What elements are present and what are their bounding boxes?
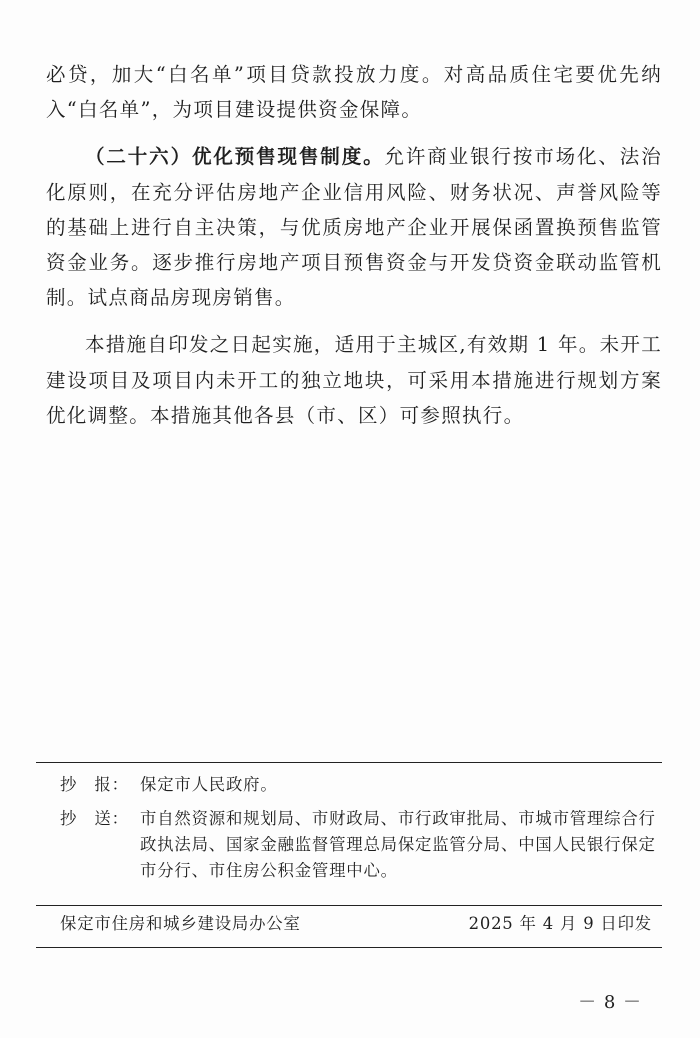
paragraph-white-list: 必贷，加大“白名单”项目贷款投放力度。对高品质住宅要优先纳入“白名单”，为项目建设提供资金保障。 [46,63,662,122]
copy-send-content: 市自然资源和规划局、市财政局、市行政审批局、市城市管理综合行政执法局、国家金融监督管理总局保定监管分局、中国人民银行保定市分行、市住房公积金管理中心。 [140,809,656,880]
clause-26-heading: （二十六）优化预售现售制度。 [85,145,385,169]
document-body [46,57,662,433]
divider-top [36,762,662,763]
issue-date: 2025 年 4 月 9 日印发 [468,914,652,933]
copy-send-label: 抄 送： [60,809,129,828]
paragraph-implementation: 本措施自印发之日起实施，适用于主城区,有效期 1 年。未开工建设项目及项目内未开工的独立地块，可采用本措施进行规划方案优化调整。本措施其他各县（市、区）可参照执行。 [46,333,663,427]
copy-send-block [60,806,664,884]
copy-report-content: 保定市人民政府。 [140,775,278,794]
divider-middle [36,905,662,906]
issuing-office: 保定市住房和城乡建设局办公室 [60,914,301,933]
clause-26-text: 允许商业银行按市场化、法治化原则，在充分评估房地产企业信用风险、财务状况、声誉风险等的基础上进行自主决策，与优质房地产企业开展保函置换预售监管资金业务。逐步推行房地产项目预售资金与开发贷资金联动监管机制。试点商品房现房销售。 [46,145,663,310]
copy-report-label: 抄 报： [60,775,129,794]
copy-report-block [60,772,664,798]
page-number: － 8 － [578,992,642,1013]
paragraph-presale-system [46,139,662,315]
divider-bottom [36,947,662,948]
